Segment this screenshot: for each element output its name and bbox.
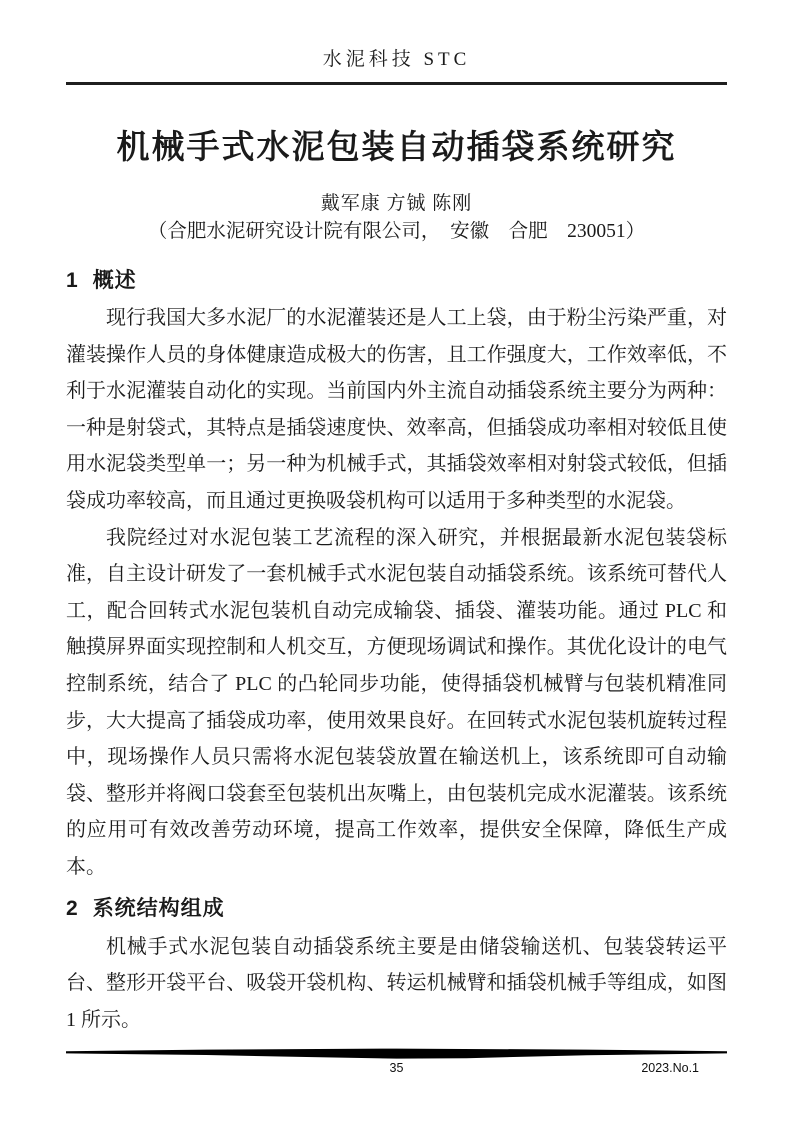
article-title: 机械手式水泥包装自动插袋系统研究 [116,128,677,165]
section-1-title: 概述 [92,269,137,292]
section-2-title: 系统结构组成 [92,896,225,920]
section-2-heading [66,895,727,922]
page-footer [66,1048,727,1078]
footer-rule-bar [66,1048,727,1059]
journal-header-title: 水泥科技 STC [322,49,471,70]
section-structure [66,895,727,1039]
footer-text-row [66,1060,727,1078]
authors-line: 戴军康 方铖 陈刚 [320,193,473,214]
affiliation-line: （合肥水泥研究设计院有限公司， 安徽 合肥 230051） [147,221,646,242]
page-number: 35 [389,1061,404,1075]
section-1-number: 1 [66,269,78,292]
section-1-paragraph-2: 我院经过对水泥包装工艺流程的深入研究，并根据最新水泥包装袋标准，自主设计研发了一套机械手式水泥包装自动插袋系统。该系统可替代人工，配合回转式水泥包装机自动完成输袋、插袋、灌装功能。通过 PLC 和触摸屏界面实现控制和人机交互，方便现场调试和操作。其优化设计的电气控制系统，结合了 PLC 的凸轮同步功能，使得插袋机械臂与包装机精准同步，大大提高了插袋成功率，使用效果良好。在回转式水泥包装机旋转过程中，现场操作人员只需将水泥包装袋放置在输送机上，该系统即可自动输袋、整形并将阀口袋套至包装机出灰嘴上，由包装机完成水泥灌装。该系统的应用可有效改善劳动环境，提高工作效率，提供安全保障，降低生产成本。 [66,526,727,878]
header-rule [66,82,727,85]
section-1-heading [66,267,727,294]
section-1-paragraph-1: 现行我国大多水泥厂的水泥灌装还是人工上袋，由于粉尘污染严重，对灌装操作人员的身体健康造成极大的伤害，且工作强度大，工作效率低，不利于水泥灌装自动化的实现。当前国内外主流自动插袋系统主要分为两种：一种是射袋式，其特点是插袋速度快、效率高，但插袋成功率相对较低且使用水泥袋类型单一；另一种为机械手式，其插袋效率相对射袋式较低，但插袋成功率较高，而且通过更换吸袋机构可以适用于多种类型的水泥袋。 [66,307,727,512]
section-2-paragraph-1: 机械手式水泥包装自动插袋系统主要是由储袋输送机、包装袋转运平台、整形开袋平台、吸袋开袋机构、转运机械臂和插袋机械手等组成，如图 1 所示。 [66,935,727,1031]
section-overview [66,267,727,886]
section-2-number: 2 [66,896,78,920]
issue-label: 2023.No.1 [641,1061,699,1075]
